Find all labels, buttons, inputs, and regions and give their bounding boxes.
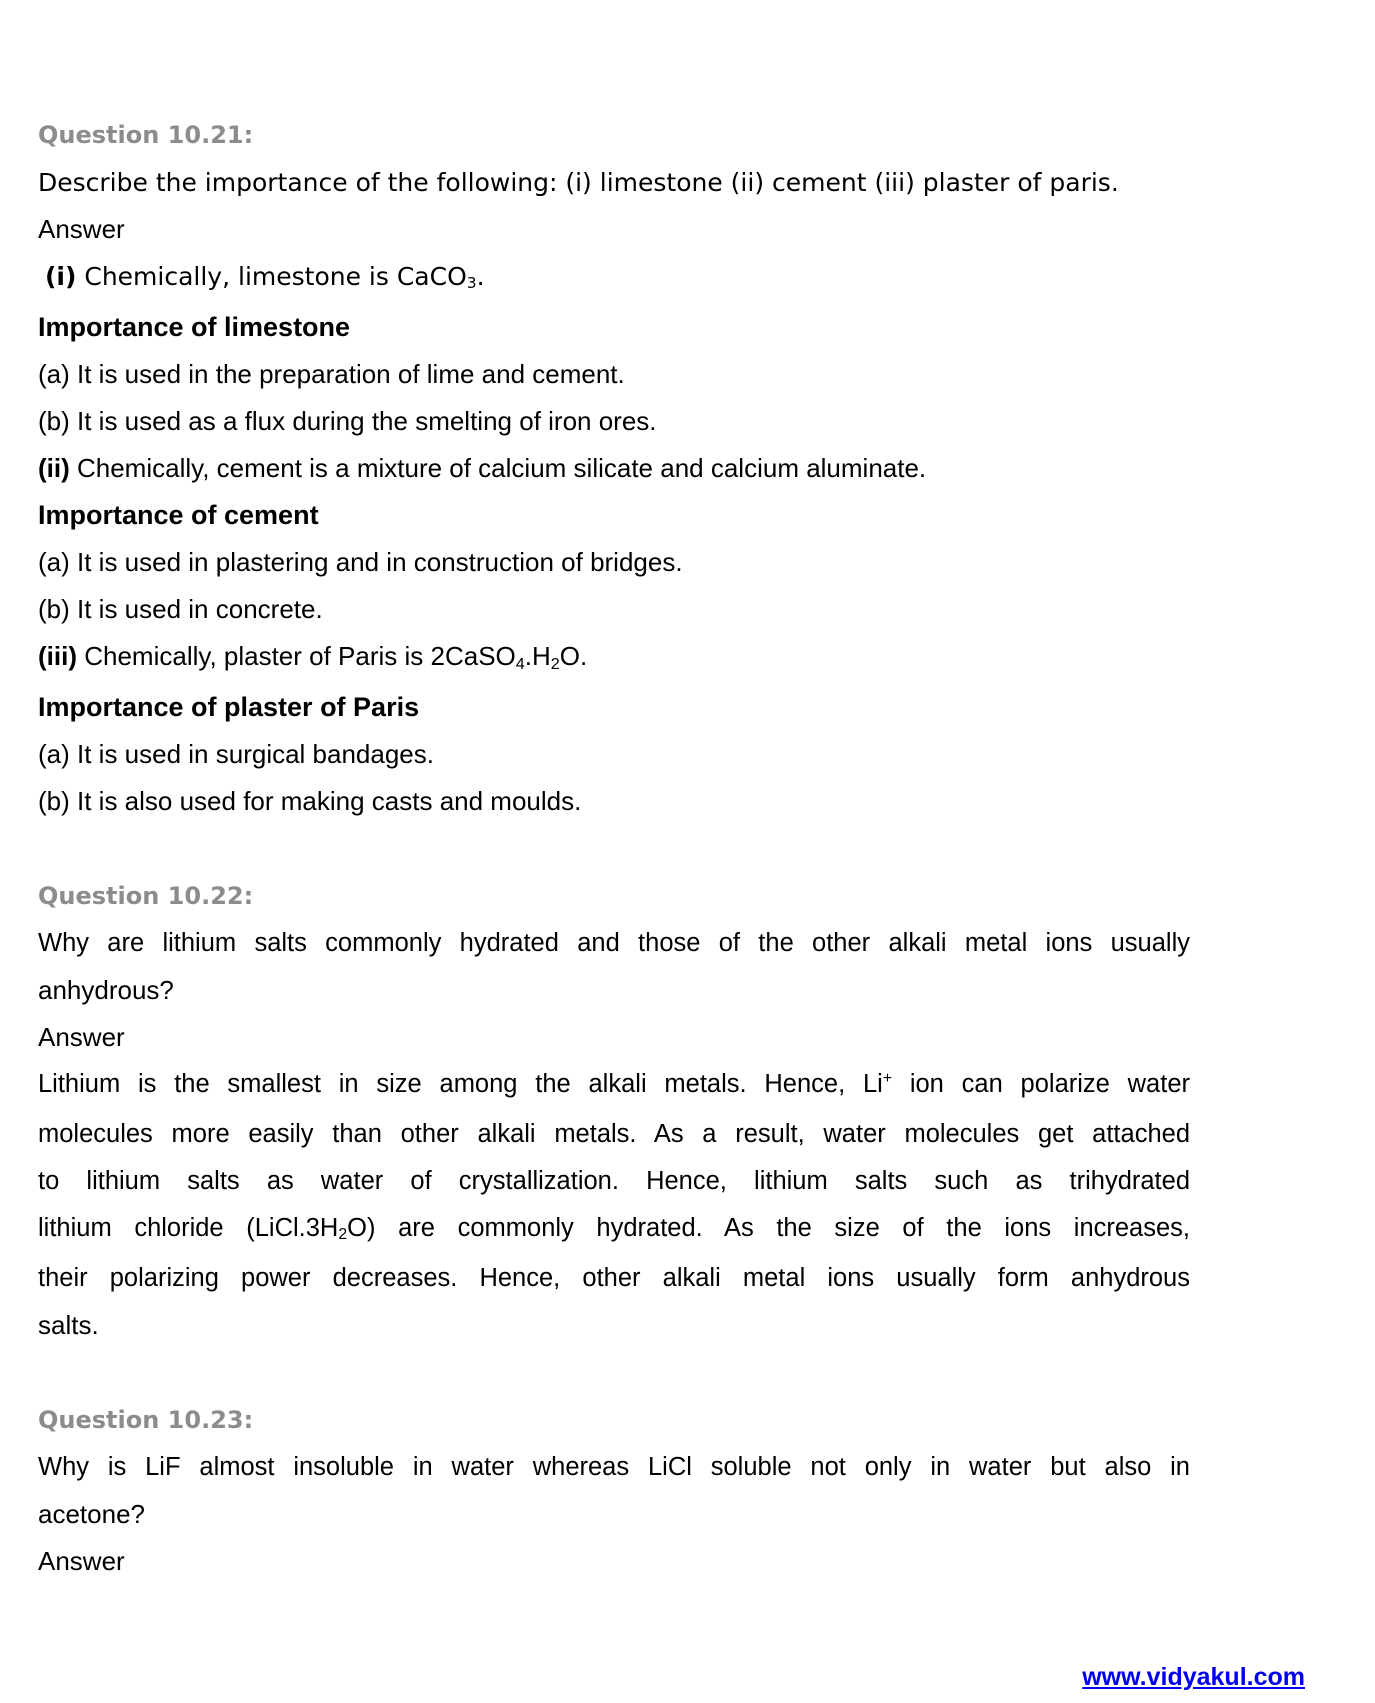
text-segment: Lithium is the smallest in size among the alkali metals. Hence, Li xyxy=(38,1070,883,1098)
text-line: (a) It is used in the preparation of lime and cement. xyxy=(38,359,625,389)
subheading-importance-of-cement: Importance of cement xyxy=(38,500,319,530)
answer-label: Answer xyxy=(38,214,125,244)
answer-text-line: their polarizing power decreases. Hence, other alkali metal ions usually form anhydrous xyxy=(38,1264,1190,1292)
text-line: (b) It is used in concrete. xyxy=(38,594,323,624)
text-segment: O. xyxy=(559,641,588,671)
subscript: 4 xyxy=(515,654,525,673)
subscript: 2 xyxy=(550,654,560,673)
question-heading-10-23: Question 10.23: xyxy=(38,1406,254,1434)
subheading-importance-of-plaster-of-paris: Importance of plaster of Paris xyxy=(38,692,420,722)
item-marker-i: (i) xyxy=(45,262,77,291)
question-text-line: acetone? xyxy=(38,1499,145,1529)
answer-text-line: salts. xyxy=(38,1310,99,1340)
question-text-line: Why is LiF almost insoluble in water whereas LiCl soluble not only in water but also in xyxy=(38,1453,1190,1481)
item-marker-iii: (iii) xyxy=(38,641,77,671)
text-segment: Chemically, cement is a mixture of calcium silicate and calcium aluminate. xyxy=(69,453,927,483)
answer-text-line xyxy=(38,1205,1190,1255)
text-line-chem-ii xyxy=(38,445,1190,492)
answer-label: Answer xyxy=(38,1022,125,1052)
answer-label: Answer xyxy=(38,1546,125,1576)
text-line: (b) It is used as a flux during the smelting of iron ores. xyxy=(38,406,657,436)
vidyakul-link[interactable]: www.vidyakul.com xyxy=(1082,1663,1305,1691)
text-line: (a) It is used in plastering and in construction of bridges. xyxy=(38,547,683,577)
item-marker-ii: (ii) xyxy=(38,453,70,483)
answer-text-line: molecules more easily than other alkali metals. As a result, water molecules get attached xyxy=(38,1120,1190,1148)
answer-text-line xyxy=(38,1061,1190,1111)
section-question-10-21 xyxy=(38,112,1190,825)
text-line: (b) It is also used for making casts and moulds. xyxy=(38,786,582,816)
text-segment: ion can polarize water xyxy=(892,1070,1190,1098)
question-heading-10-21: Question 10.21: xyxy=(38,121,254,149)
question-text-line: Why are lithium salts commonly hydrated and those of the other alkali metal ions usually xyxy=(38,929,1190,957)
subheading-importance-of-limestone: Importance of limestone xyxy=(38,312,351,342)
question-text-10-21: Describe the importance of the following: (i) limestone (ii) cement (iii) plaster of paris. xyxy=(38,168,1119,197)
text-segment: O) are commonly hydrated. As the size of the ions increases, xyxy=(347,1214,1191,1242)
answer-text-line: to lithium salts as water of crystallization. Hence, lithium salts such as trihydrated xyxy=(38,1167,1190,1195)
subscript: 3 xyxy=(466,274,477,293)
question-text-line: anhydrous? xyxy=(38,975,174,1005)
text-line-chem-iii xyxy=(38,633,1190,684)
text-segment: . xyxy=(476,262,485,291)
text-segment: .H xyxy=(524,641,551,671)
document-content xyxy=(38,112,1190,1585)
subscript: 2 xyxy=(338,1226,348,1244)
text-segment: lithium chloride (LiCl.3H xyxy=(38,1214,339,1242)
question-heading-10-22: Question 10.22: xyxy=(38,882,254,910)
section-question-10-23 xyxy=(38,1397,1190,1585)
text-segment: Chemically, plaster of Paris is 2CaSO xyxy=(77,641,516,671)
section-question-10-22 xyxy=(38,873,1190,1349)
text-line-chem-i xyxy=(38,253,1190,304)
text-line: (a) It is used in surgical bandages. xyxy=(38,739,434,769)
superscript: + xyxy=(882,1070,893,1088)
text-segment: Chemically, limestone is CaCO xyxy=(76,262,467,291)
